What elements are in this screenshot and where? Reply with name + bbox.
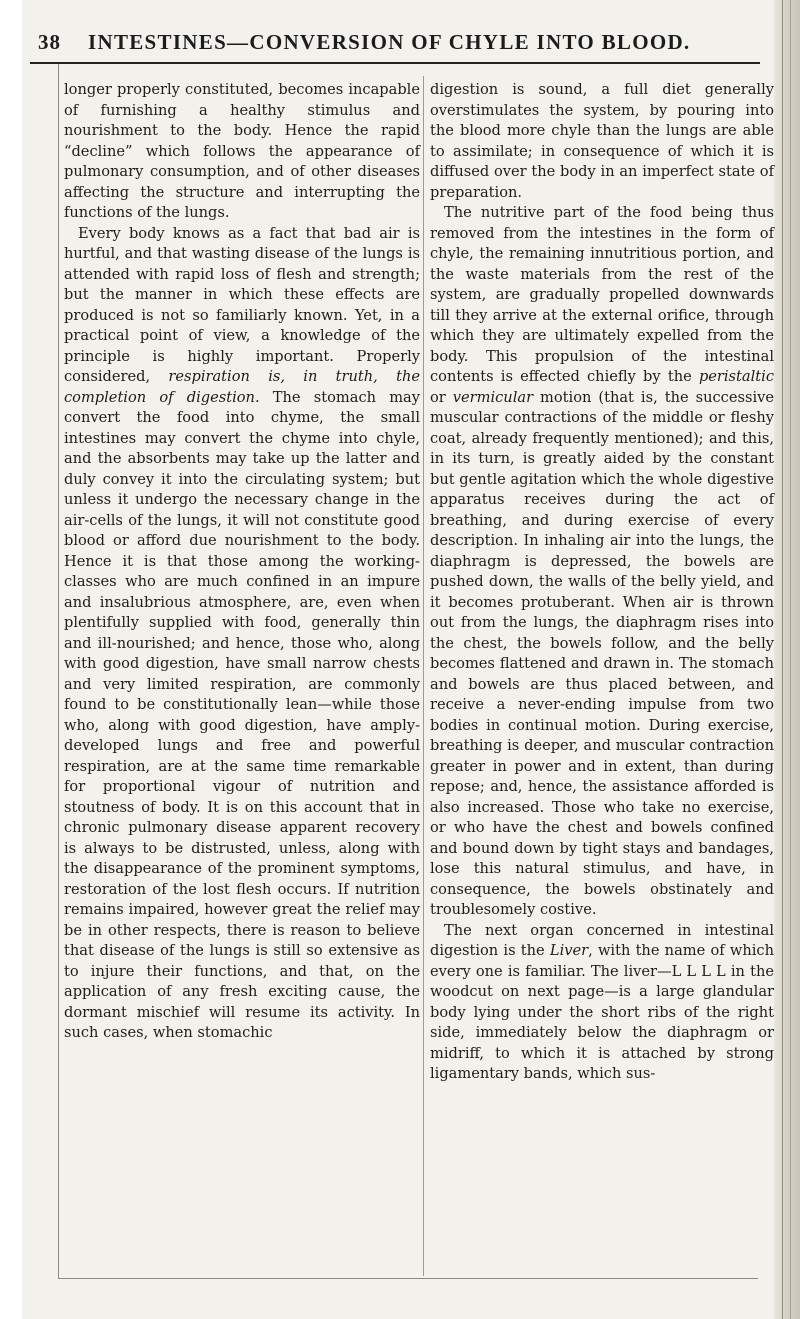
italic-term: respiration is, in truth, the completion of digestion. xyxy=(64,368,420,406)
paragraph-respiration: Every body knows as a fact that bad air is hurtful, and that wasting disease of the lungs is attended with rapid loss of flesh and strength; but the manner in which these effects are produced is not so familiarly known. Yet, in a practical point of view, a knowledge of the principle is highly important. Properly considered, respiration is, in truth, the completion of digestion. The stomach may convert the food into chyme, the small intestines may convert the chyme into chyle, and the absorbents may take up the latter and duly convey it into the circulating system; but unless it undergo the necessary change in the air-cells of the lungs, it will not constitute good blood or afford due nourishment to the body. Hence it is that those among the working-classes who are much confined in an impure and insalubrious atmosphere, are, even when plentifully supplied with food, generally thin and ill-nourished; and hence, those who, along with good digestion, have small narrow chests and very limited respiration, are commonly found to be constitutionally lean—while those who, along with good digestion, have amply-developed lungs and free and powerful respiration, are at the same time remarkable for proportional vigour of nutrition and stoutness of body. It is on this account that in chronic pulmonary disease apparent recovery is always to be distrusted, unless, along with the disappearance of the prominent symptoms, restoration of the lost flesh occurs. If nutrition remains impaired, however great the relief may be in other respects, there is reason to believe that disease of the lungs is still so extensive as to injure their functions, and that, on the application of any fresh exciting cause, the dormant mischief will resume its activity. In such cases, when stomachic xyxy=(64,224,420,1041)
italic-term: vermicular xyxy=(452,388,534,406)
header-rule xyxy=(30,62,760,64)
italic-term: peristaltic xyxy=(698,368,774,385)
page-edge-binding xyxy=(774,0,800,1319)
paragraph-propulsion: The nutritive part of the food being thus removed from the intestines in the form of chyle, the remaining innutritious portion, and the waste materials from the rest of the system, are gradually propelled downwards till they arrive at the external orifice, through which they are ultimately expelled from the body. This propulsion of the intestinal contents is effected chiefly by the peristaltic or vermicular motion (that is, the successive muscular contractions of the middle or fleshy coat, already frequently mentioned); and this, in its turn, is greatly aided by the constant but gentle agitation which the whole digestive apparatus receives during the act of breathing, and during exercise of every description. In inhaling air into the lungs, the diaphragm is depressed, the bowels are pushed down, the walls of the belly yield, and it becomes protuberant. When air is thrown out from the lungs, the diaphragm rises into the chest, the bowels follow, and the belly becomes flattened and drawn in. The stomach and bowels are thus placed between, and receive a never-ending impulse from two bodies in continual motion. During exercise, breathing is deeper, and muscular contraction greater in power and in extent, than during repose; and, hence, the assistance afforded is also increased. Those who take no exercise, or who have the chest and bowels confined and bound down by tight stays and bandages, lose this natural stimulus, and have, in consequence, the bowels obstinately and troublesomely costive. xyxy=(430,204,774,918)
paragraph: longer properly constituted, becomes incapable of furnishing a healthy stimulus and nourishment to the body. Hence the rapid “decline” which follows the appearance of pulmonary consumption, and of other diseases affecting the structure and interrupting the functions of the lungs. xyxy=(64,81,420,221)
column-divider xyxy=(423,76,424,1276)
page-number: 38 xyxy=(38,30,61,54)
left-border-rule xyxy=(58,64,59,1279)
running-head-title: INTESTINES—CONVERSION OF CHYLE INTO BLOOD. xyxy=(88,30,691,54)
paragraph-liver: The next organ concerned in intestinal digestion is the Liver, with the name of which every one is familiar. The liver—L L L L in the woodcut on next page—is a large glandular body lying under the short ribs of the right side, immediately below the diaphragm or midriff, to which it is attached by strong ligamentary bands, which sus- xyxy=(430,921,774,1082)
bottom-rule xyxy=(58,1278,758,1279)
left-margin xyxy=(0,0,22,1319)
left-column xyxy=(64,80,420,1044)
italic-term: Liver xyxy=(549,942,589,959)
right-column xyxy=(430,80,774,1085)
paragraph: digestion is sound, a full diet generally overstimulates the system, by pouring into the blood more chyle than the lungs are able to assimilate; in consequence of which it is diffused over the body in an imperfect state of preparation. xyxy=(430,81,774,201)
